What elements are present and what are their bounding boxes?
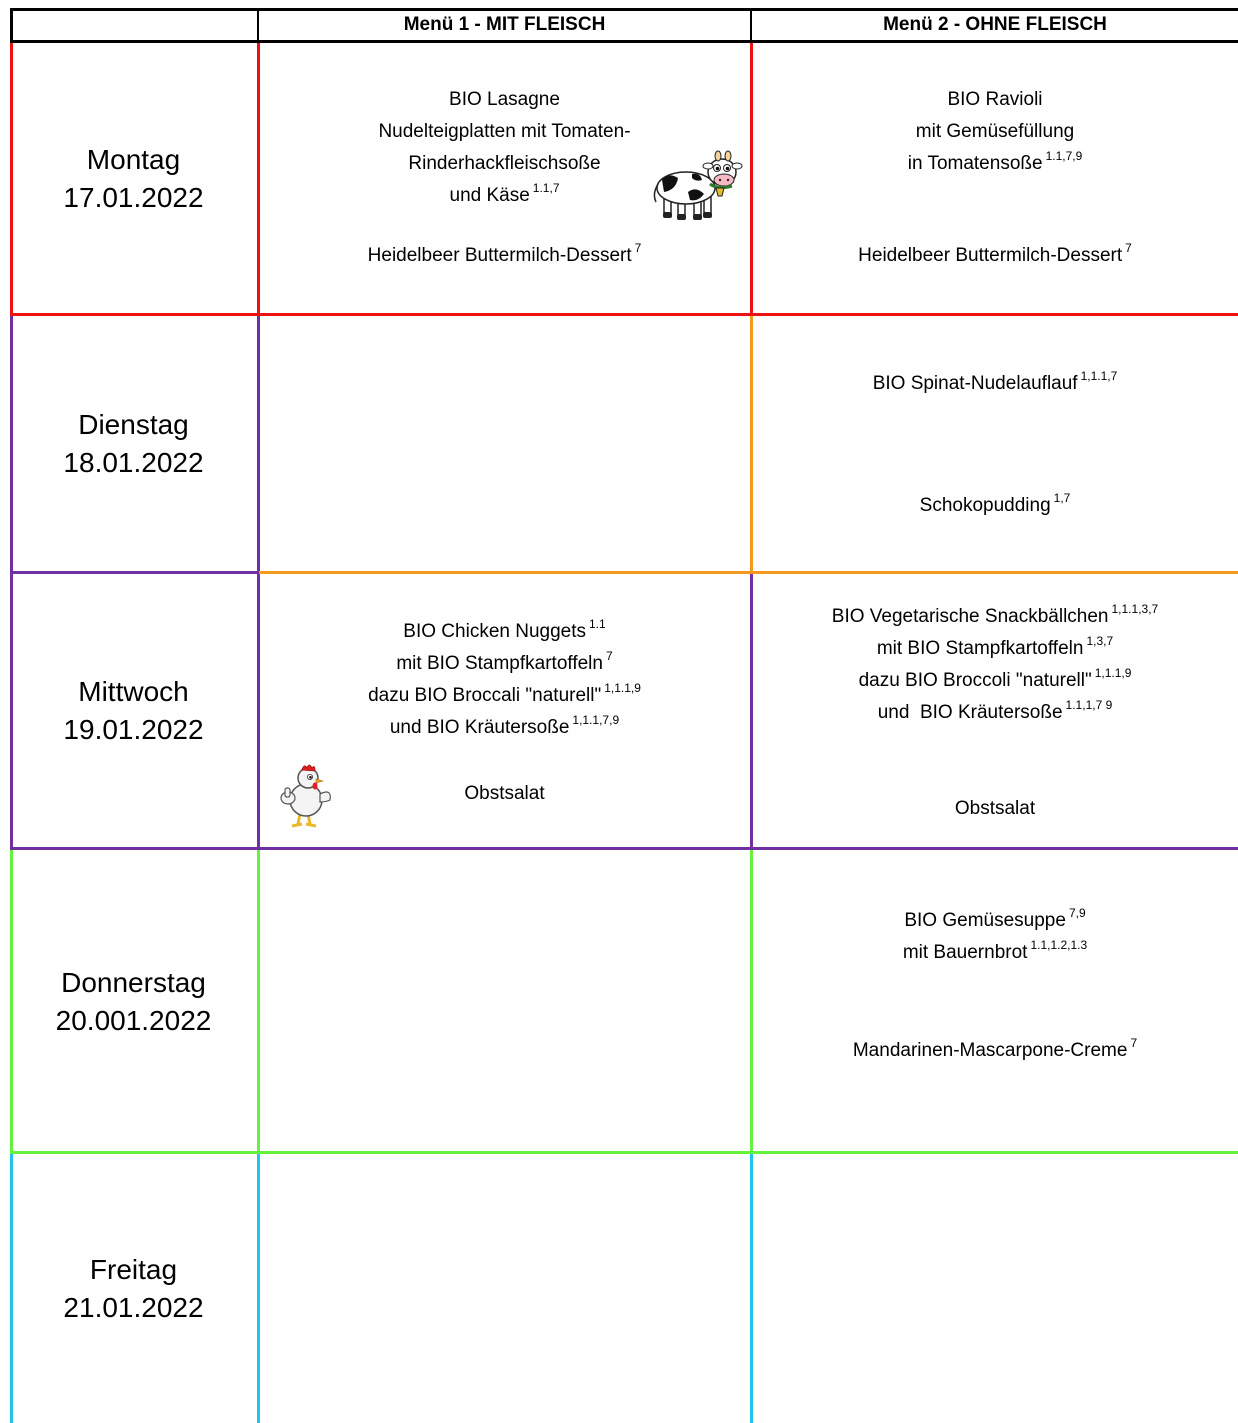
day-date: 20.001.2022 [55, 1004, 212, 1036]
allergen-codes: 1.1,7 [532, 181, 560, 195]
dish-text: und Käse [449, 185, 530, 206]
dish-line: Rinderhackfleischsoße [408, 153, 601, 174]
dish-text: in Tomatensoße [907, 153, 1043, 174]
allergen-codes: 7 [634, 241, 642, 255]
menu2-monday-dessert [752, 240, 1238, 272]
tuesday-divider-2 [750, 316, 753, 572]
header-left-border [10, 8, 13, 43]
allergen-codes: 1,1.1,9 [604, 681, 641, 695]
menu1-header: Menü 1 - MIT FLEISCH [403, 14, 606, 35]
dish-text: BIO Vegetarische Snackbällchen [831, 606, 1109, 627]
menu2-monday-dish [752, 84, 1238, 180]
friday-divider-1 [257, 1154, 260, 1423]
dish-text: BIO Gemüsesuppe [904, 910, 1066, 931]
dish-line [752, 905, 1238, 937]
thursday-divider-2 [750, 850, 753, 1153]
dish-text: und BIO Kräutersoße [877, 702, 1063, 723]
allergen-codes: 7 [1125, 241, 1132, 255]
dish-text: dazu BIO Broccali "naturell" [368, 685, 602, 706]
day-label-thursday [10, 850, 257, 1153]
menu2-tuesday-dessert [752, 490, 1238, 522]
allergen-codes: 7,9 [1068, 906, 1086, 920]
dish-line [259, 616, 750, 648]
allergen-codes: 1.1,7,9 [1045, 149, 1083, 163]
dish-line [752, 633, 1238, 665]
day-date: 21.01.2022 [63, 1291, 204, 1323]
day-name: Freitag [89, 1253, 178, 1285]
dish-line [259, 648, 750, 680]
day-date: 18.01.2022 [63, 447, 204, 478]
dish-line: BIO Lasagne [449, 89, 560, 110]
dish-text: dazu BIO Broccoli "naturell" [858, 670, 1092, 691]
dish-text: BIO Chicken Nuggets [403, 621, 586, 642]
dish-line [259, 712, 750, 744]
tuesday-divider-1 [257, 316, 260, 572]
day-name: Dienstag [78, 409, 189, 440]
menu1-monday-dessert [259, 240, 750, 272]
dish-line [752, 148, 1238, 180]
allergen-codes: 1,1.1,9 [1094, 666, 1132, 680]
menu2-tuesday-dish [752, 368, 1238, 400]
allergen-codes: 1.1,1,7 9 [1065, 698, 1113, 712]
allergen-codes: 1.1 [589, 617, 606, 631]
dish-line [752, 697, 1238, 729]
dish-line: mit Gemüsefüllung [915, 121, 1075, 142]
dish-line: BIO Ravioli [947, 89, 1043, 110]
dish-line [752, 601, 1238, 633]
day-label-friday [10, 1154, 257, 1423]
dish-line [259, 680, 750, 712]
day-name: Montag [86, 144, 181, 175]
dish-text: BIO Spinat-Nudelauflauf [872, 373, 1078, 394]
day-name: Mittwoch [78, 676, 189, 707]
allergen-codes: 7 [605, 649, 613, 663]
menu2-wednesday-dessert [752, 793, 1238, 825]
menu2-header: Menü 2 - OHNE FLEISCH [883, 14, 1107, 35]
dish-line: Nudelteigplatten mit Tomaten- [378, 121, 631, 142]
day-date: 17.01.2022 [63, 182, 204, 213]
menu2-wednesday-dish [752, 601, 1238, 729]
dessert-text: Obstsalat [464, 783, 545, 804]
dessert-text: Schokopudding [919, 495, 1051, 516]
allergen-codes: 7 [1130, 1036, 1138, 1050]
thursday-divider-1 [257, 850, 260, 1153]
allergen-codes: 1,1.1,7 [1080, 369, 1118, 383]
dessert-text: Mandarinen-Mascarpone-Creme [852, 1040, 1128, 1061]
cow-icon [652, 150, 744, 222]
dish-text: mit BIO Stampfkartoffeln [396, 653, 603, 674]
chicken-icon [278, 762, 334, 830]
day-name: Donnerstag [61, 966, 206, 998]
dessert-text: Heidelbeer Buttermilch-Dessert [858, 245, 1123, 266]
dish-text: und BIO Kräutersoße [389, 717, 570, 738]
allergen-codes: 1.1,1.2,1.3 [1030, 938, 1088, 952]
allergen-codes: 1,3,7 [1086, 634, 1114, 648]
allergen-codes: 1,1.1,3,7 [1111, 602, 1159, 616]
day-date: 19.01.2022 [63, 714, 204, 745]
menu2-thursday-dessert [752, 1035, 1238, 1067]
dish-text: mit BIO Stampfkartoffeln [876, 638, 1084, 659]
dessert-text: Heidelbeer Buttermilch-Dessert [367, 245, 632, 266]
allergen-codes: 1,7 [1053, 491, 1071, 505]
dish-text: mit Bauernbrot [902, 942, 1028, 963]
dish-line [752, 665, 1238, 697]
day-label-monday [10, 43, 257, 315]
friday-divider-2 [750, 1154, 753, 1423]
day-label-wednesday [10, 574, 257, 848]
menu1-wednesday-dish [259, 616, 750, 744]
day-label-tuesday [10, 316, 257, 572]
allergen-codes: 1,1.1,7,9 [572, 713, 620, 727]
menu2-thursday-dish [752, 905, 1238, 969]
dish-line [752, 937, 1238, 969]
dessert-text: Obstsalat [954, 798, 1036, 819]
tuesday-bottom-right [259, 571, 1238, 574]
